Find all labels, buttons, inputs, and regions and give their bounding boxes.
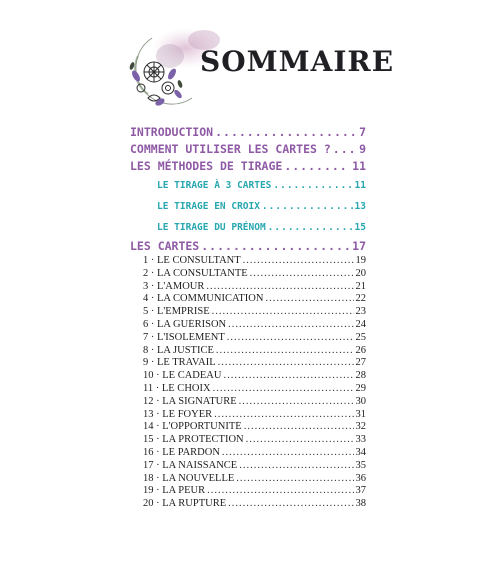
toc-card-item[interactable] — [130, 409, 366, 422]
toc-label: INTRODUCTION — [130, 125, 214, 139]
dot-leader — [223, 370, 353, 383]
toc-page-number: 29 — [355, 382, 366, 394]
toc-page-number: 28 — [355, 370, 366, 382]
toc-method-item[interactable] — [130, 175, 366, 196]
toc-card-item[interactable] — [130, 447, 366, 460]
toc-label: 13 · LE FOYER — [143, 408, 213, 420]
toc-page-number: 13 — [354, 201, 366, 212]
toc-label: COMMENT UTILISER LES CARTES ? — [130, 142, 331, 156]
toc-section-methodes[interactable] — [130, 158, 366, 175]
toc-label: 6 · LA GUÉRISON — [143, 318, 227, 330]
toc-card-item[interactable] — [130, 460, 366, 473]
dot-leader — [239, 396, 354, 409]
toc-label: LE TIRAGE EN CROIX — [157, 201, 260, 212]
toc-page-number: 19 — [355, 255, 366, 266]
toc-card-item[interactable] — [130, 293, 366, 306]
toc-method-item[interactable] — [130, 217, 366, 238]
toc-page-number: 26 — [355, 344, 366, 356]
dot-leader — [236, 473, 353, 486]
toc-label: 11 · LE CHOIX — [143, 382, 211, 394]
toc-card-item[interactable] — [130, 306, 366, 319]
toc-page-number: 21 — [355, 280, 366, 292]
toc-label: 4 · LA COMMUNICATION — [143, 293, 264, 305]
toc-section-comment-utiliser[interactable] — [130, 141, 366, 158]
toc-label: 3 · L'AMOUR — [143, 280, 205, 292]
toc-page-number: 38 — [355, 498, 366, 510]
toc-label: 12 · LA SIGNATURE — [143, 395, 237, 407]
toc-label: 1 · LE CONSULTANT — [143, 255, 241, 266]
toc-label: 19 · LA PEUR — [143, 485, 206, 497]
toc-label: LE TIRAGE DU PRÉNOM — [157, 222, 266, 233]
toc-label: 2 · LA CONSULTANTE — [143, 267, 248, 279]
dot-leader — [333, 141, 357, 158]
toc-page-number: 25 — [355, 331, 366, 343]
toc-page-number: 34 — [355, 446, 366, 458]
dot-leader — [262, 196, 353, 217]
toc-label: LE TIRAGE À 3 CARTES — [157, 180, 272, 191]
dot-leader — [216, 345, 354, 358]
dot-leader — [273, 175, 352, 196]
toc-page-number: 17 — [352, 239, 366, 253]
dot-leader — [206, 281, 353, 294]
toc-page-number: 9 — [359, 142, 366, 156]
dot-leader — [212, 306, 354, 319]
toc-label: 10 · LE CADEAU — [143, 370, 222, 382]
toc-label: 8 · LA JUSTICE — [143, 344, 214, 356]
toc-label: 7 · L'ISOLEMENT — [143, 331, 225, 343]
toc-label: 14 · L'OPPORTUNITÉ — [143, 421, 242, 433]
toc-label: 16 · LE PARDON — [143, 446, 220, 458]
dot-leader — [228, 319, 353, 332]
toc-card-item[interactable] — [130, 268, 366, 281]
dot-leader — [244, 421, 354, 434]
toc-card-item[interactable] — [130, 319, 366, 332]
toc-label: LES CARTES — [130, 239, 200, 253]
toc-page-number: 20 — [355, 267, 366, 279]
toc-page-number: 33 — [355, 434, 366, 446]
toc-page-number: 37 — [355, 485, 366, 497]
card-list — [130, 255, 366, 511]
toc-page-number: 15 — [354, 222, 366, 233]
toc-method-item[interactable] — [130, 196, 366, 217]
toc-page-number: 32 — [355, 421, 366, 433]
toc-section-cartes[interactable] — [130, 238, 366, 255]
dot-leader — [239, 460, 353, 473]
toc-card-item[interactable] — [130, 332, 366, 345]
dot-leader — [215, 124, 357, 141]
dot-leader — [228, 498, 353, 511]
dot-leader — [243, 255, 354, 268]
toc-label: 15 · LA PROTECTION — [143, 434, 244, 446]
toc-card-item[interactable] — [130, 357, 366, 370]
toc-card-item[interactable] — [130, 434, 366, 447]
toc-label: 17 · LA NAISSANCE — [143, 459, 238, 471]
dot-leader — [214, 409, 353, 422]
toc-card-item[interactable] — [130, 421, 366, 434]
toc-page-number: 7 — [359, 125, 366, 139]
page-title: SOMMAIRE — [200, 45, 395, 78]
dot-leader — [246, 434, 354, 447]
dot-leader — [213, 383, 354, 396]
toc-list — [130, 124, 366, 511]
toc-page-number: 11 — [352, 159, 366, 173]
dot-leader — [207, 485, 353, 498]
dot-leader — [218, 357, 354, 370]
toc-page-number: 35 — [355, 459, 366, 471]
toc-page-number: 31 — [355, 408, 366, 420]
toc-card-item[interactable] — [130, 383, 366, 396]
toc-page-number: 22 — [355, 293, 366, 305]
dot-leader — [201, 238, 350, 255]
toc-page-number: 27 — [355, 357, 366, 369]
toc-card-item[interactable] — [130, 396, 366, 409]
toc-card-item[interactable] — [130, 255, 366, 268]
dot-leader — [227, 332, 354, 345]
toc-page-number: 36 — [355, 472, 366, 484]
toc-card-item[interactable] — [130, 281, 366, 294]
dot-leader — [268, 217, 353, 238]
toc-card-item[interactable] — [130, 345, 366, 358]
toc-label: LES MÉTHODES DE TIRAGE — [130, 159, 283, 173]
dot-leader — [265, 293, 353, 306]
toc-section-introduction[interactable] — [130, 124, 366, 141]
toc-label: 5 · L'EMPRISE — [143, 306, 210, 318]
toc-page-number: 30 — [355, 395, 366, 407]
toc-page-number: 23 — [355, 306, 366, 318]
dot-leader — [222, 447, 354, 460]
toc-page-number: 11 — [354, 180, 366, 191]
toc-page-number: 24 — [355, 318, 366, 330]
toc-card-item[interactable] — [130, 485, 366, 498]
dot-leader — [284, 158, 350, 175]
toc-card-item[interactable] — [130, 473, 366, 486]
toc-label: 20 · LA RUPTURE — [143, 498, 227, 510]
toc-label: 18 · LA NOUVELLE — [143, 472, 235, 484]
toc-card-item[interactable] — [130, 498, 366, 511]
dot-leader — [250, 268, 354, 281]
toc-label: 9 · LE TRAVAIL — [143, 357, 216, 369]
toc-card-item[interactable] — [130, 370, 366, 383]
